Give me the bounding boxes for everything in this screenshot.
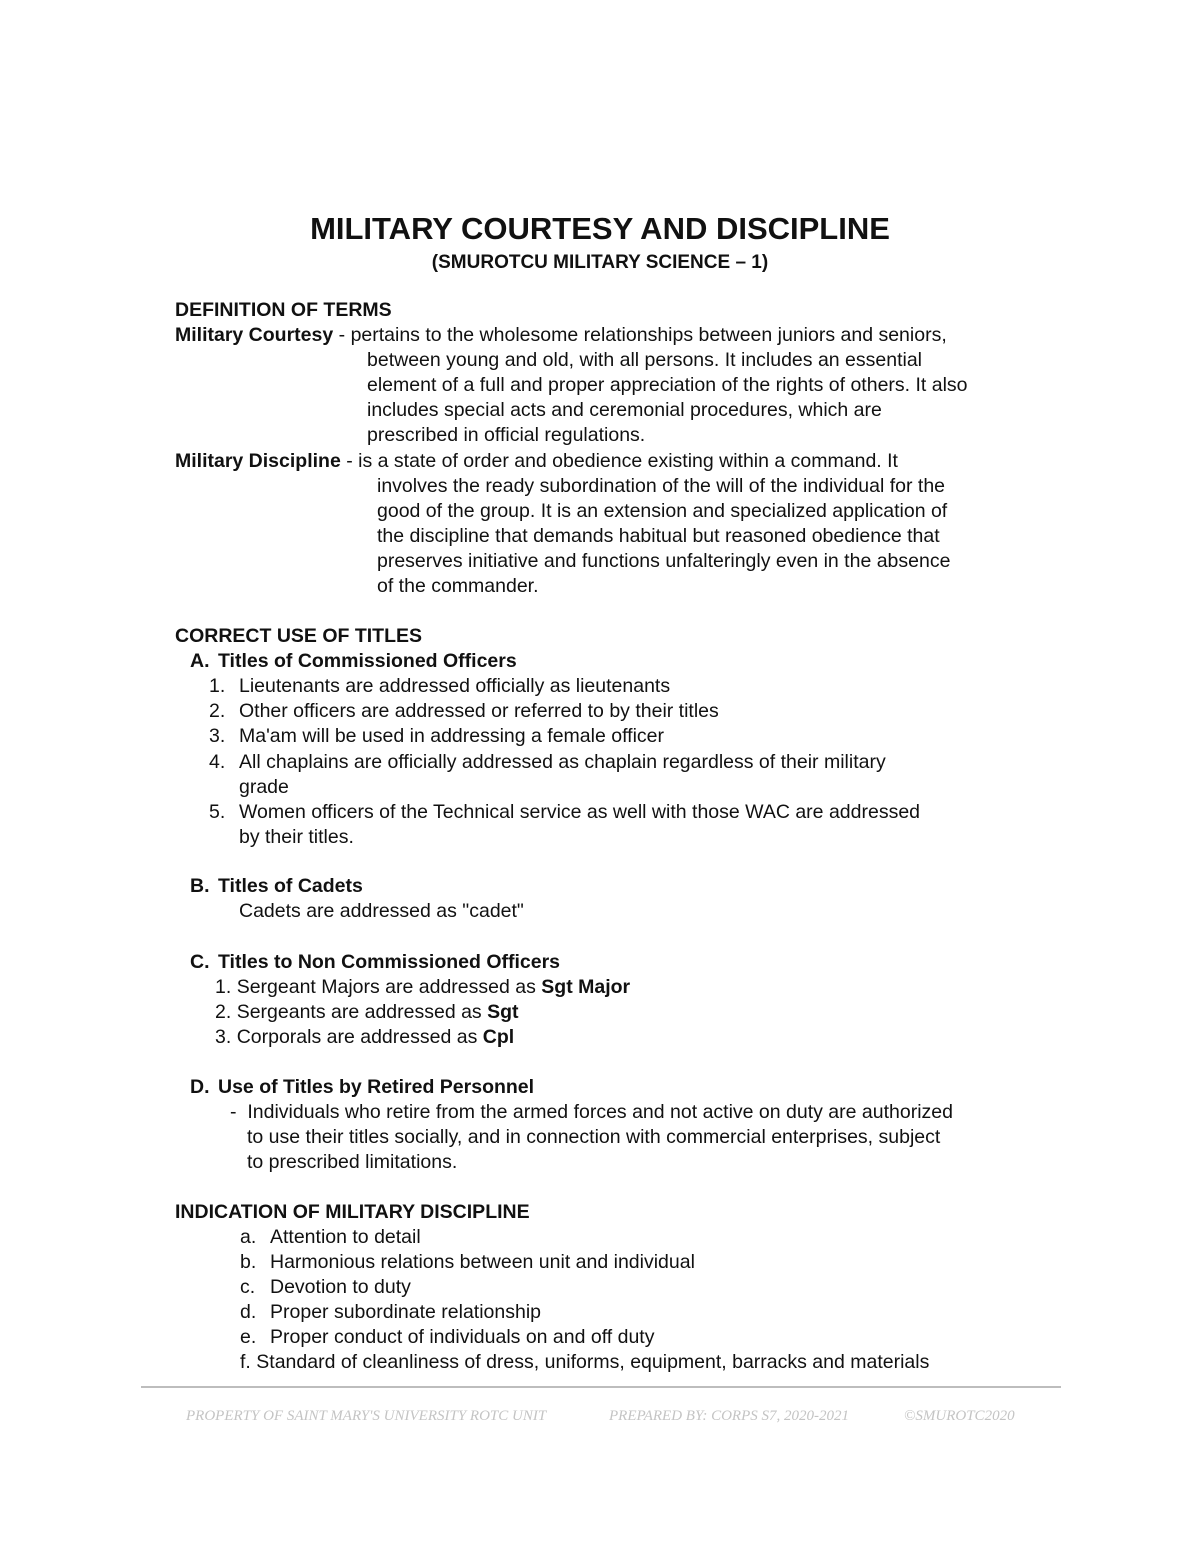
item-continuation: by their titles. <box>239 826 354 848</box>
section-label: D. <box>190 1076 210 1098</box>
definition-line: involves the ready subordination of the will of the individual for the <box>377 475 946 497</box>
item-text: All chaplains are officially addressed as chaplain regardless of their military <box>239 751 886 773</box>
list-item <box>240 1225 421 1250</box>
definition-line: the discipline that demands habitual but reasoned obedience that <box>377 525 940 547</box>
definition-courtesy-first-line <box>175 323 947 348</box>
item-letter: b. <box>240 1251 257 1273</box>
item-letter: f. <box>240 1351 251 1373</box>
definition-line: is a state of order and obedience existing within a command. It <box>358 450 898 472</box>
item-number: 3. <box>215 1026 232 1048</box>
item-bold-title: Sgt Major <box>541 976 631 998</box>
section-a-heading <box>190 649 517 674</box>
list-item <box>209 699 719 724</box>
list-item <box>215 1000 519 1025</box>
item-letter: a. <box>240 1226 257 1248</box>
list-item <box>209 674 670 699</box>
item-text: Sergeant Majors are addressed as <box>236 976 542 998</box>
definition-line: of the commander. <box>377 575 539 597</box>
item-dash: - <box>230 1101 237 1123</box>
definition-line: prescribed in official regulations. <box>367 424 646 446</box>
item-text: Devotion to duty <box>270 1276 411 1298</box>
item-text: Women officers of the Technical service as well with those WAC are addressed <box>239 801 921 823</box>
item-continuation: to use their titles socially, and in connection with commercial enterprises, subject <box>247 1126 941 1148</box>
section-title: Titles to Non Commissioned Officers <box>218 951 561 973</box>
item-number: 1. <box>209 675 226 697</box>
section-b-text: Cadets are addressed as "cadet" <box>239 900 524 922</box>
item-number: 2. <box>215 1001 232 1023</box>
item-letter: c. <box>240 1276 256 1298</box>
section-b-heading <box>190 874 363 899</box>
list-item <box>209 750 886 775</box>
item-text: Individuals who retire from the armed forces and not active on duty are authorized <box>247 1101 953 1123</box>
list-item <box>240 1300 541 1325</box>
document-subtitle: (SMUROTCU MILITARY SCIENCE – 1) <box>431 252 769 273</box>
item-text: Standard of cleanliness of dress, uniforms, equipment, barracks and materials <box>256 1351 930 1373</box>
definitions-heading: DEFINITION OF TERMS <box>175 299 392 321</box>
term-military-courtesy: Military Courtesy <box>175 324 334 346</box>
document-title: MILITARY COURTESY AND DISCIPLINE <box>310 211 890 246</box>
list-item <box>240 1275 411 1300</box>
footer-copyright: ©SMUROTC2020 <box>904 1408 1015 1424</box>
definition-line: preserves initiative and functions unfalteringly even in the absence <box>377 550 951 572</box>
section-title: Titles of Cadets <box>218 875 363 897</box>
list-item <box>240 1350 929 1375</box>
term-dash: - <box>340 450 359 472</box>
item-number: 3. <box>209 725 226 747</box>
item-text: Proper conduct of individuals on and off duty <box>270 1326 655 1348</box>
list-item <box>209 724 664 749</box>
section-title: Use of Titles by Retired Personnel <box>218 1076 535 1098</box>
item-continuation: to prescribed limitations. <box>247 1151 458 1173</box>
indication-heading: INDICATION OF MILITARY DISCIPLINE <box>175 1201 530 1223</box>
item-text: Proper subordinate relationship <box>270 1301 542 1323</box>
item-letter: e. <box>240 1326 257 1348</box>
section-c-heading <box>190 950 560 975</box>
item-number: 5. <box>209 801 226 823</box>
item-number: 2. <box>209 700 226 722</box>
definition-discipline-first-line <box>175 449 898 474</box>
list-item <box>215 1025 514 1050</box>
item-continuation: grade <box>239 776 289 798</box>
item-number: 4. <box>209 751 226 773</box>
list-item <box>215 975 630 1000</box>
footer-prepared-by: PREPARED BY: CORPS S7, 2020-2021 <box>609 1408 849 1424</box>
definition-line: element of a full and proper appreciation of the rights of others. It also <box>367 374 968 396</box>
list-item <box>240 1250 695 1275</box>
item-bold-title: Cpl <box>482 1026 515 1048</box>
definition-line: pertains to the wholesome relationships between juniors and seniors, <box>350 324 947 346</box>
term-dash: - <box>333 324 351 346</box>
section-d-first-line <box>230 1100 953 1125</box>
item-text: Harmonious relations between unit and individual <box>270 1251 695 1273</box>
definition-line: between young and old, with all persons. It includes an essential <box>367 349 923 371</box>
item-number: 1. <box>215 976 232 998</box>
section-label: C. <box>190 951 210 973</box>
item-text: Attention to detail <box>270 1226 421 1248</box>
section-label: A. <box>190 650 210 672</box>
definition-line: includes special acts and ceremonial procedures, which are <box>367 399 882 421</box>
item-text: Ma'am will be used in addressing a female officer <box>239 725 664 747</box>
footer-property: PROPERTY OF SAINT MARY'S UNIVERSITY ROTC UNIT <box>186 1408 547 1424</box>
item-text: Sergeants are addressed as <box>236 1001 488 1023</box>
item-text: Corporals are addressed as <box>236 1026 483 1048</box>
section-label: B. <box>190 875 210 897</box>
item-text: Other officers are addressed or referred to by their titles <box>239 700 719 722</box>
section-title: Titles of Commissioned Officers <box>218 650 517 672</box>
footer-divider <box>141 1386 1061 1388</box>
item-bold-title: Sgt <box>487 1001 519 1023</box>
definition-line: good of the group. It is an extension and specialized application of <box>377 500 948 522</box>
list-item <box>209 800 920 825</box>
term-military-discipline: Military Discipline <box>175 450 341 472</box>
list-item <box>240 1325 654 1350</box>
item-text: Lieutenants are addressed officially as lieutenants <box>239 675 671 697</box>
item-letter: d. <box>240 1301 257 1323</box>
section-d-heading <box>190 1075 534 1100</box>
titles-heading: CORRECT USE OF TITLES <box>175 625 423 647</box>
